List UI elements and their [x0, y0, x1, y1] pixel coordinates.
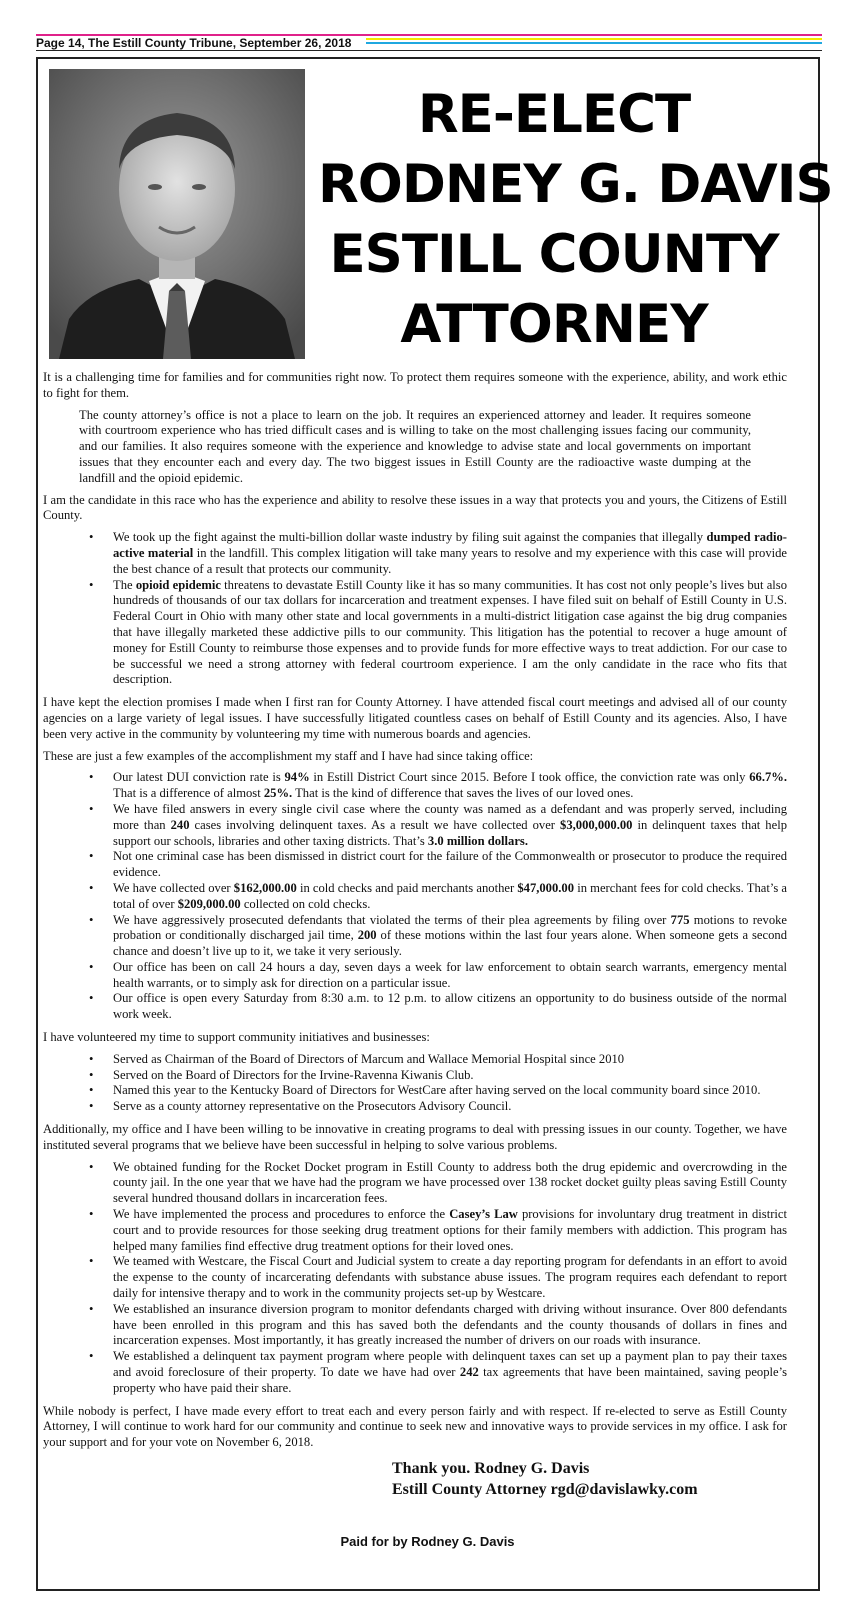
list-item: • We teamed with Westcare, the Fiscal Court and Judicial system to create a day reporting program for defendants in an effort to avoid the expense to the county of incarcerating defendants with substance abuse issues. The program requires each defendant to report daily for intensive therapy and to work in the community projects set-up by Westcare.: [89, 1254, 787, 1301]
signoff: [392, 1458, 698, 1500]
bullet-icon: •: [89, 530, 94, 545]
bullet-icon: •: [89, 1099, 94, 1114]
indented-paragraph: The county attorney’s office is not a place to learn on the job. It requires an experienced attorney and leader. It requires someone with courtroom experience who has tried difficult cases and is willing to take on the most challenging issues facing our community, and our families. It also requires someone with the experience and knowledge to advise state and local governments on important issues that they encounter each and every day. The two biggest issues in Estill County are the radioactive waste dumping at the landfill and the opioid epidemic.: [79, 407, 751, 485]
bullet-icon: •: [89, 577, 94, 592]
bullet-icon: •: [89, 959, 94, 974]
candidate-photo: [49, 69, 305, 359]
list-item: • We have aggressively prosecuted defendants that violated the terms of their plea agreements by filing over 775 motions to revoke probation or conditionally discharged jail time, 200 of these motions within the last four years alone. When someone gets a second chance and doesn’t live up to it, we take it very seriously.: [89, 912, 787, 959]
list-item: • We established a delinquent tax payment program where people with delinquent taxes can set up a payment plan to pay their taxes and avoid foreclosure of their property. To date we have had over 242 tax agreements that have been maintained, saving people’s property who have paid their share.: [89, 1349, 788, 1395]
list-item: • Our office has been on call 24 hours a day, seven days a week for law enforcement to obtain search warrants, emergency mental health warrants, or to simply ask for direction on a particular issue.: [89, 959, 787, 990]
bullet-icon: •: [89, 912, 94, 927]
bullet-icon: •: [89, 801, 94, 816]
programs-intro: Additionally, my office and I have been willing to be innovative in creating programs to deal with pressing issues in our county. Together, we have instituted several programs that we believe have been successful in helping to solve various problems.: [43, 1122, 787, 1152]
programs-list: [43, 1160, 787, 1397]
candidate-paragraph: I am the candidate in this race who has the experience and ability to resolve these issues in a way that protects you and yours, the Citizens of Estill County.: [43, 492, 787, 523]
list-item: • We established an insurance diversion program to monitor defendants charged with driving without insurance. Over 800 defendants have been enrolled in this program and this has saved both the defendants and the county thousands of dollars in fines and incarceration expenses. Most importantly, it has greatly increased the number of drivers on our roads with insurance.: [89, 1301, 787, 1348]
bullet-icon: •: [89, 1083, 94, 1098]
signoff-line-1: Thank you. Rodney G. Davis: [392, 1460, 590, 1477]
list-item: • Not one criminal case has been dismissed in district court for the failure of the Commonwealth or prosecutor to produce the required evidence.: [89, 849, 787, 880]
bullet-icon: •: [89, 1051, 94, 1066]
bullet-icon: •: [89, 1207, 94, 1222]
list-item: • Our office is open every Saturday from 8:30 a.m. to 12 p.m. to allow citizens an opportunity to do business outside of the normal work week.: [89, 991, 787, 1022]
bullet-icon: •: [89, 1301, 94, 1316]
bullet-icon: •: [89, 1067, 94, 1082]
color-stripe-cyan: [366, 42, 822, 44]
volunteer-list: [43, 1052, 787, 1115]
list-item: • Named this year to the Kentucky Board of Directors for WestCare after having served on the local community board since 2010.: [89, 1083, 761, 1098]
list-item: • We obtained funding for the Rocket Docket program in Estill County to address both the drug epidemic and overcrowding in the county jail. In the one year that we have had the program we have processed over 138 rocket docket guilty pleas saving Estill County several hundred thousand dollars in incarceration fees.: [89, 1159, 787, 1206]
headline-line-4: ATTORNEY: [400, 294, 708, 355]
list-item: • We took up the fight against the multi-billion dollar waste industry by filing suit against the companies that illegally dumped radio-active material in the landfill. This complex litigation will take many years to resolve and my experience with this case will provide the best chance of a result that protects our community.: [89, 530, 788, 576]
list-item: • Serve as a county attorney representative on the Prosecutors Advisory Council.: [89, 1099, 512, 1114]
promises-paragraph: I have kept the election promises I made when I first ran for County Attorney. I have attended fiscal court meetings and advised all of our county agencies on a large variety of legal issues. I have successfully litigated countless cases on behalf of Estill County and its agencies. Also, I have been very active in the community by volunteering my time with numerous boards and agencies.: [43, 695, 787, 741]
issues-list: [43, 530, 787, 688]
bullet-icon: •: [89, 991, 94, 1006]
headline-line-3: ESTILL COUNTY: [329, 224, 779, 285]
masthead: [36, 34, 822, 54]
bullet-icon: •: [89, 849, 94, 864]
intro-paragraph: It is a challenging time for families and for communities right now. To protect them requires someone with the experience, ability, and work ethic to fight for them.: [43, 370, 787, 400]
ad-body: [43, 370, 787, 1457]
headline-line-2: RODNEY G. DAVIS: [318, 154, 833, 215]
signoff-line-2: Estill County Attorney rgd@davislawky.com: [392, 1481, 698, 1498]
list-item: • Served on the Board of Directors for the Irvine-Ravenna Kiwanis Club.: [89, 1067, 474, 1082]
list-item: • The opioid epidemic threatens to devastate Estill County like it has so many communities. It has cost not only people’s lives but also hundreds of thousands of our tax dollars for incarceration and treatment expenses. I have filed suit on behalf of Estill County in U.S. Federal Court in Ohio with many other state and local governments in a multi-district litigation case against the big drug companies that have illegally marketed these addictive pills to our community. This litigation has the potential to recover a huge amount of money for Estill County to reimburse those expenses and to provide funds for more effective ways to treat addiction. For our case to be successful we need a strong attorney with federal courtroom experience. I am the only candidate in the race who fits that description.: [89, 577, 787, 687]
volunteer-intro: I have volunteered my time to support community initiatives and businesses:: [43, 1030, 430, 1045]
headline-line-1: RE-ELECT: [417, 84, 691, 145]
list-item: • We have implemented the process and procedures to enforce the Casey’s Law provisions for involuntary drug treatment in district court and to provide resources for those seeking drug treatment options for their family members with addiction. This program has helped many families find effective drug treatment options for their loved ones.: [89, 1207, 787, 1253]
list-item: • Our latest DUI conviction rate is 94% in Estill District Court since 2015. Before I took office, the conviction rate was only 66.7%. That is a difference of almost 25%. That is the kind of difference that saves the lives of our loved ones.: [89, 770, 787, 801]
list-item: • Served as Chairman of the Board of Directors of Marcum and Wallace Memorial Hospital since 2010: [89, 1051, 625, 1066]
examples-intro: These are just a few examples of the accomplishment my staff and I have had since taking office:: [43, 748, 534, 763]
bullet-icon: •: [89, 880, 94, 895]
bullet-icon: •: [89, 1254, 94, 1269]
paid-for-notice: Paid for by Rodney G. Davis: [340, 1534, 515, 1549]
bullet-icon: •: [89, 1349, 94, 1364]
header-rule: [36, 50, 822, 51]
color-stripe-yellow: [366, 38, 822, 40]
list-item: • We have collected over $162,000.00 in cold checks and paid merchants another $47,000.00 in merchant fees for cold checks. That’s a total of over $209,000.00 collected on cold checks.: [89, 880, 788, 911]
list-item: • We have filed answers in every single civil case where the county was named as a defendant and was properly served, including more than 240 cases involving delinquent taxes. As a result we have collected over $3,000,000.00 in delinquent taxes that help support our schools, libraries and other taxing districts. That’s 3.0 million dollars.: [89, 801, 787, 848]
portrait-image: [49, 69, 305, 359]
page-header-text: Page 14, The Estill County Tribune, September 26, 2018: [36, 36, 352, 50]
closing-paragraph: While nobody is perfect, I have made every effort to treat each and every person fairly and with respect. If re-elected to serve as Estill County Attorney, I will continue to work hard for our community and continue to seek new and innovative ways to provide services in my office. I ask for your support and for your vote on November 6, 2018.: [43, 1403, 787, 1450]
headline: [318, 80, 833, 360]
accomplishments-list: [43, 770, 787, 1023]
bullet-icon: •: [89, 770, 94, 785]
bullet-icon: •: [89, 1159, 94, 1174]
